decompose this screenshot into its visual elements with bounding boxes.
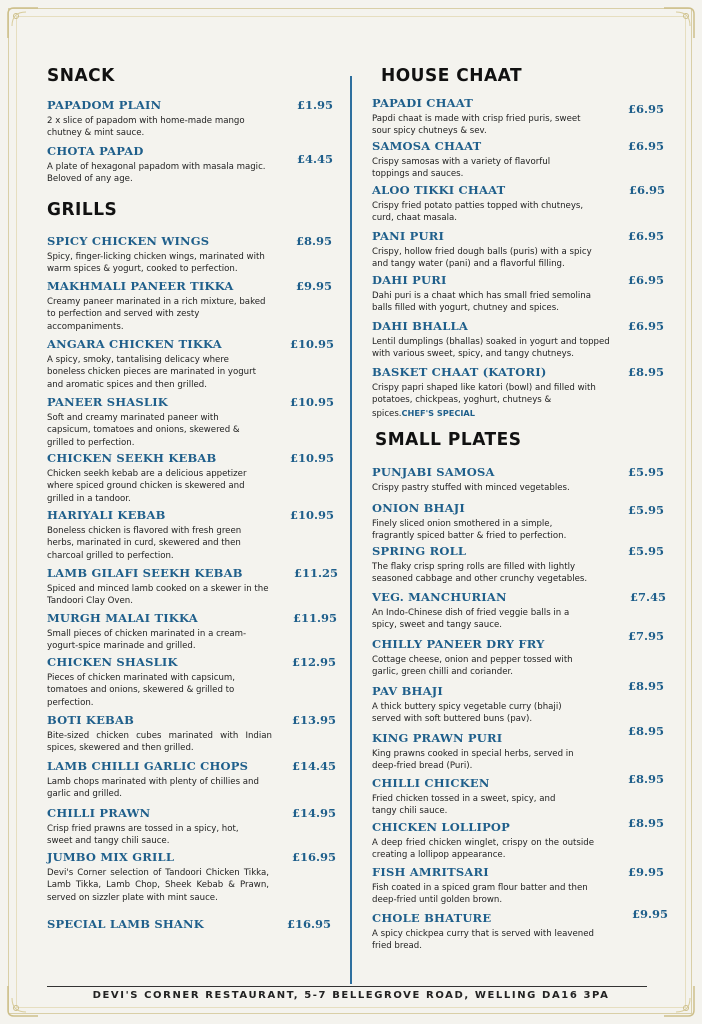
item-price: £14.45: [292, 759, 337, 773]
item-price: £9.95: [296, 279, 333, 293]
item-name: CHOTA PAPAD: [47, 144, 144, 158]
item-name: DAHI PURI: [372, 273, 447, 287]
menu-item: [47, 713, 337, 755]
item-description: Soft and creamy marinated paneer with capsicum, tomatoes and onions, skewered & grilled to perfection.: [47, 413, 240, 448]
item-description: Chicken seekh kebab are a delicious appetizer where spiced ground chicken is skewered and grilled in a tandoor.: [47, 469, 247, 504]
item-name: SPICY CHICKEN WINGS: [47, 234, 210, 248]
item-description: Creamy paneer marinated in a rich mixture, baked to perfection and served with zesty accompaniments.: [47, 297, 266, 332]
item-name: BASKET CHAAT (KATORI): [372, 365, 547, 379]
item-name: MAKHMALI PANEER TIKKA: [47, 279, 234, 293]
item-description: A deep fried chicken winglet, crispy on the outside creating a lollipop appearance.: [372, 838, 594, 861]
footer-rule: [47, 986, 647, 987]
item-price: £8.95: [628, 365, 665, 379]
item-price: £5.95: [628, 503, 665, 517]
menu-item: [372, 501, 664, 543]
item-name: BOTI KEBAB: [47, 713, 135, 727]
item-description: Crispy, hollow fried dough balls (puris) with a spicy and tangy water (pani) and a flavorful filling.: [372, 247, 592, 270]
item-price: £1.95: [297, 98, 334, 112]
item-price: £6.95: [628, 102, 665, 116]
menu-item: [47, 655, 337, 709]
item-price: £8.95: [628, 816, 665, 830]
menu-item: [47, 337, 335, 391]
menu-item: [372, 724, 665, 773]
item-description: Crisp fried prawns are tossed in a spicy, hot, sweet and tangy chili sauce.: [47, 824, 239, 847]
item-price: £4.45: [297, 152, 334, 166]
chefs-special-badge: CHEF'S SPECIAL: [401, 407, 475, 418]
item-price: £7.45: [630, 590, 667, 604]
item-price: £8.95: [628, 724, 665, 738]
item-price: £12.95: [292, 655, 337, 669]
menu-item: [47, 234, 333, 276]
item-price: £16.95: [292, 850, 337, 864]
item-name: ONION BHAJI: [372, 501, 465, 515]
item-description: 2 x slice of papadom with home-made mango chutney & mint sauce.: [47, 116, 245, 139]
item-description: A spicy, smoky, tantalising delicacy where boneless chicken pieces are marinated in yogurt and aromatic spices and then grilled.: [47, 355, 257, 390]
item-price: £9.95: [628, 865, 665, 879]
item-name: HARIYALI KEBAB: [47, 508, 166, 522]
item-price: £11.95: [293, 611, 338, 625]
item-description: The flaky crisp spring rolls are filled with lightly seasoned cabbage and other crunchy vegetables.: [372, 562, 588, 585]
item-name: SPECIAL LAMB SHANK: [47, 917, 204, 931]
item-name: PAV BHAJI: [372, 684, 443, 698]
corner-ornament-icon: [662, 6, 696, 40]
item-price: £9.95: [632, 907, 669, 921]
item-name: CHILLI PRAWN: [47, 806, 151, 820]
menu-item: [372, 590, 667, 632]
item-price: £6.95: [628, 229, 665, 243]
menu-item: [372, 319, 664, 361]
item-name: VEG. MANCHURIAN: [372, 590, 507, 604]
item-description: Pieces of chicken marinated with capsicum, tomatoes and onions, skewered & grilled to perfection.: [47, 673, 235, 708]
item-name: ANGARA CHICKEN TIKKA: [47, 337, 222, 351]
item-name: PUNJABI SAMOSA: [372, 465, 495, 479]
menu-item: [372, 679, 665, 726]
item-price: £7.95: [628, 629, 665, 643]
item-description: [372, 382, 612, 420]
item-description: A plate of hexagonal papadom with masala magic. Beloved of any age.: [47, 162, 266, 185]
menu-item: [47, 611, 338, 653]
item-name: DAHI BHALLA: [372, 319, 468, 333]
item-price: £10.95: [290, 395, 335, 409]
item-description: Spiced and minced lamb cooked on a skewer in the Tandoori Clay Oven.: [47, 584, 269, 607]
item-price: £16.95: [287, 917, 332, 931]
section-title-grills: GRILLS: [47, 199, 118, 221]
item-description: Lentil dumplings (bhallas) soaked in yogurt and topped with various sweet, spicy, and tangy chutneys.: [372, 337, 610, 360]
item-name: PANEER SHASLIK: [47, 395, 168, 409]
item-price: £14.95: [292, 806, 337, 820]
item-name: MURGH MALAI TIKKA: [47, 611, 198, 625]
item-description: Devi's Corner selection of Tandoori Chicken Tikka, Lamb Tikka, Lamb Chop, Sheek Kebab & Prawn, served on sizzler plate with mint sauce.: [47, 868, 269, 903]
item-name: CHOLE BHATURE: [372, 911, 492, 925]
item-name: SAMOSA CHAAT: [372, 139, 482, 153]
menu-item: [47, 850, 337, 904]
menu-item: [372, 865, 664, 907]
menu-item: [372, 907, 669, 953]
item-description: Papdi chaat is made with crisp fried puris, sweet sour spicy chutneys & sev.: [372, 114, 581, 137]
item-name: SPRING ROLL: [372, 544, 467, 558]
item-description: An Indo-Chinese dish of fried veggie balls in a spicy, sweet and tangy sauce.: [372, 608, 570, 631]
item-price: £8.95: [628, 772, 665, 786]
item-price: £10.95: [290, 508, 335, 522]
item-price: £13.95: [292, 713, 337, 727]
item-price: £6.95: [629, 183, 666, 197]
item-name: CHICKEN SEEKH KEBAB: [47, 451, 217, 465]
item-name: KING PRAWN PURI: [372, 731, 503, 745]
section-title-house-chaat: HOUSE CHAAT: [381, 65, 523, 87]
column-divider: [350, 76, 352, 984]
item-price: £6.95: [628, 273, 665, 287]
menu-item: [372, 273, 664, 315]
menu-item: [372, 96, 664, 138]
menu-item: [372, 229, 664, 271]
menu-item: [47, 395, 335, 449]
menu-item: [47, 806, 337, 848]
item-description: Crispy fried potato patties topped with chutneys, curd, chaat masala.: [372, 201, 584, 224]
menu-item: [47, 98, 334, 140]
item-description: Boneless chicken is flavored with fresh green herbs, marinated in curd, skewered and then charcoal grilled to perfection.: [47, 526, 242, 561]
item-price: £10.95: [290, 337, 335, 351]
menu-item: [47, 144, 334, 186]
item-name: CHICKEN SHASLIK: [47, 655, 178, 669]
menu-item: [372, 816, 665, 862]
item-price: £5.95: [628, 544, 665, 558]
item-description: Crispy pastry stuffed with minced vegetables.: [372, 483, 570, 493]
restaurant-address: DEVI'S CORNER RESTAURANT, 5-7 BELLEGROVE ROAD, WELLING DA16 3PA: [92, 990, 610, 1001]
item-name: FISH AMRITSARI: [372, 865, 489, 879]
item-price: £8.95: [296, 234, 333, 248]
item-description-text: Crispy papri shaped like katori (bowl) and filled with potatoes, chickpeas, yoghurt, chutneys & spices.: [372, 383, 596, 419]
item-description: Finely sliced onion smothered in a simple, fragrantly spiced batter & fried to perfection.: [372, 519, 567, 542]
menu-item: [372, 629, 665, 679]
menu-item: [372, 544, 664, 586]
item-name: PANI PURI: [372, 229, 445, 243]
item-name: LAMB GILAFI SEEKH KEBAB: [47, 566, 243, 580]
item-price: £6.95: [628, 139, 665, 153]
item-description: Fish coated in a spiced gram flour batter and then deep-fried until golden brown.: [372, 883, 588, 906]
item-name: LAMB CHILLI GARLIC CHOPS: [47, 759, 249, 773]
item-price: £11.25: [294, 566, 339, 580]
item-description: Small pieces of chicken marinated in a cream-yogurt-spice marinade and grilled.: [47, 629, 247, 652]
item-description: A spicy chickpea curry that is served with leavened fried bread.: [372, 929, 594, 952]
item-description: Lamb chops marinated with plenty of chillies and garlic and grilled.: [47, 777, 259, 800]
item-price: £5.95: [628, 465, 665, 479]
item-description: King prawns cooked in special herbs, served in deep-fried bread (Puri).: [372, 749, 574, 772]
item-description: Cottage cheese, onion and pepper tossed with garlic, green chilli and coriander.: [372, 655, 573, 678]
menu-item: [47, 451, 335, 505]
item-name: PAPADOM PLAIN: [47, 98, 162, 112]
menu-item: [372, 772, 665, 818]
item-description: Fried chicken tossed in a sweet, spicy, and tangy chili sauce.: [372, 794, 556, 817]
menu-item: [47, 917, 332, 931]
item-name: CHICKEN LOLLIPOP: [372, 820, 510, 834]
menu-item: [372, 183, 664, 225]
item-name: ALOO TIKKI CHAAT: [372, 183, 506, 197]
menu-item: [47, 759, 337, 801]
item-description: A thick buttery spicy vegetable curry (bhaji) served with soft buttered buns (pav).: [372, 702, 562, 725]
menu-item: [47, 566, 339, 608]
item-name: CHILLI CHICKEN: [372, 776, 490, 790]
item-price: £8.95: [628, 679, 665, 693]
item-description: Spicy, finger-licking chicken wings, marinated with warm spices & yogurt, cooked to perfection.: [47, 252, 265, 275]
menu-item: [47, 508, 335, 562]
item-price: £6.95: [628, 319, 665, 333]
item-description: Crispy samosas with a variety of flavorful toppings and sauces.: [372, 157, 551, 180]
menu-item: [372, 139, 664, 181]
corner-ornament-icon: [6, 6, 40, 40]
item-price: £10.95: [290, 451, 335, 465]
section-title-snack: SNACK: [47, 65, 115, 87]
item-name: PAPADI CHAAT: [372, 96, 474, 110]
menu-item: [47, 279, 333, 333]
section-title-small-plates: SMALL PLATES: [375, 429, 522, 451]
item-name: JUMBO MIX GRILL: [47, 850, 175, 864]
item-description: Bite-sized chicken cubes marinated with Indian spices, skewered and then grilled.: [47, 731, 272, 754]
item-name: CHILLY PANEER DRY FRY: [372, 637, 545, 651]
item-description: Dahi puri is a chaat which has small fried semolina balls filled with yogurt, chutney and spices.: [372, 291, 592, 314]
menu-item: [372, 365, 664, 420]
menu-item: [372, 465, 664, 494]
